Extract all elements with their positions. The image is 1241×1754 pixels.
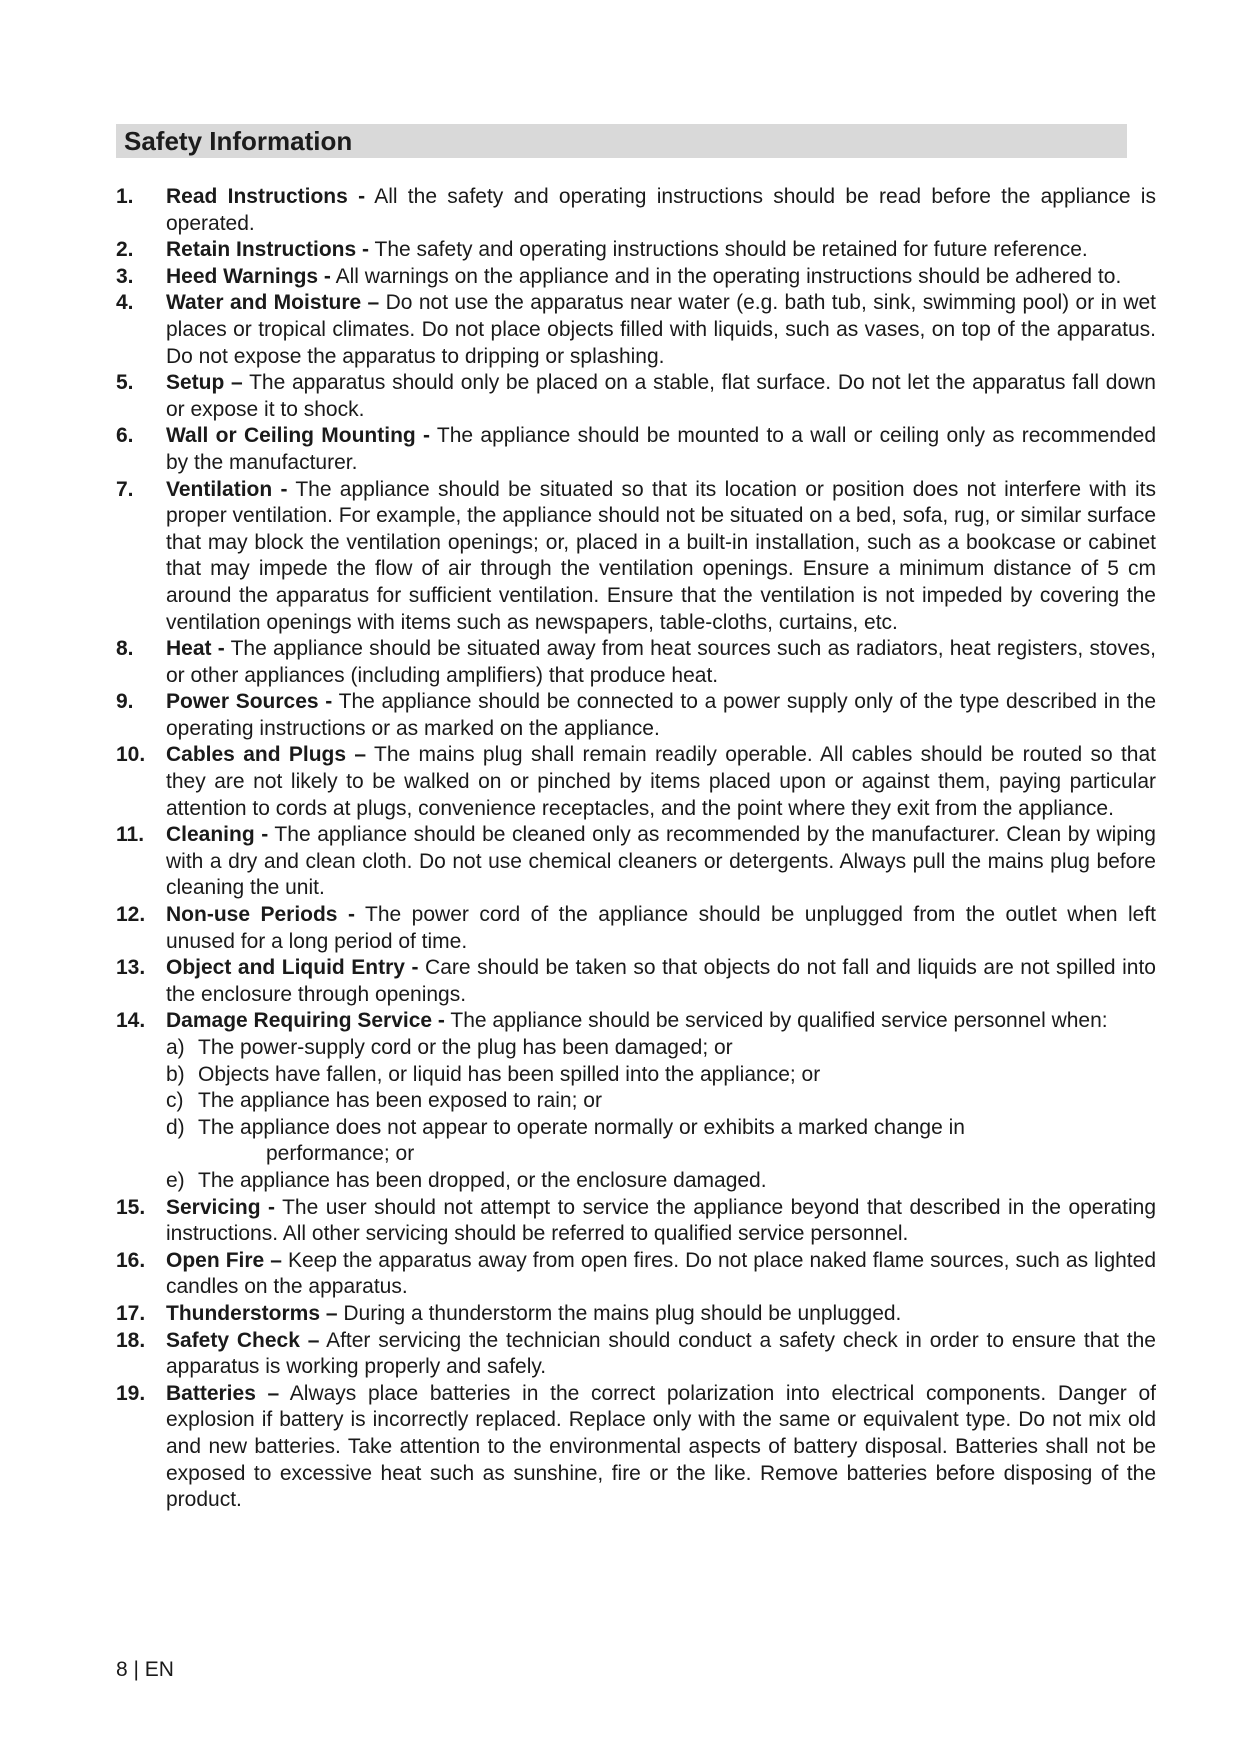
item-heading: Power Sources - (166, 690, 333, 714)
item-number: 10. (116, 743, 146, 767)
item-heading: Ventilation - (166, 477, 288, 501)
item-heading: Servicing - (166, 1195, 276, 1219)
sub-item-letter: e) (166, 1168, 185, 1192)
sub-item (166, 1088, 1156, 1115)
item-text: The appliance should be mounted to a wall or ceiling only as recommended by the manufacturer. (166, 424, 1156, 474)
sub-item (166, 1115, 1156, 1168)
sub-item-letter: d) (166, 1115, 185, 1139)
sub-item (166, 1062, 1156, 1089)
item-number: 16. (116, 1248, 146, 1272)
list-item (116, 742, 1156, 822)
sub-item-letter: a) (166, 1036, 185, 1059)
list-item (116, 1195, 1156, 1248)
item-heading: Read Instructions - (166, 185, 366, 208)
item-number: 2. (116, 238, 134, 262)
damage-conditions-list (166, 1035, 1156, 1195)
item-text: The mains plug shall remain readily operable. All cables should be routed so that they are not likely to be walked on or pinched by items placed upon or against them, paying particular attention to cords at plugs, convenience receptacles, and the point where they exit from the appliance. (166, 743, 1156, 820)
list-item (116, 290, 1156, 370)
item-number: 9. (116, 690, 134, 714)
item-text: Do not use the apparatus near water (e.g. bath tub, sink, swimming pool) or in wet places or tropical climates. Do not place objects filled with liquids, such as vases, on top of the apparatus. Do not expose the apparatus to dripping or splashing. (166, 291, 1157, 368)
item-number: 17. (116, 1301, 146, 1325)
item-text: Keep the apparatus away from open fires. Do not place naked flame sources, such as lighted candles on the apparatus. (166, 1248, 1156, 1299)
list-item (116, 1301, 1156, 1328)
item-heading: Cleaning - (166, 823, 269, 847)
item-text: After servicing the technician should conduct a safety check in order to ensure that the apparatus is working properly and safely. (166, 1328, 1156, 1379)
list-item (116, 689, 1156, 742)
item-number: 4. (116, 291, 134, 315)
safety-list (116, 184, 1157, 1514)
list-item (116, 902, 1156, 955)
item-number: 18. (116, 1328, 146, 1352)
item-text: Always place batteries in the correct polarization into electrical components. Danger of explosion if battery is incorrectly replaced. Replace only with the same or equivalent type. Do not mix old and new batteries. Take attention to the environmental aspects of battery disposal. Batteries shall not be exposed to excessive heat such as sunshine, fire or the like. Remove batteries before disposing of the product. (166, 1381, 1157, 1512)
item-heading: Cables and Plugs – (166, 743, 367, 767)
item-heading: Wall or Ceiling Mounting - (166, 424, 431, 448)
list-item (116, 1248, 1156, 1301)
item-text: The appliance should be connected to a power supply only of the type described in the operating instructions or as marked on the appliance. (166, 690, 1156, 740)
sub-item-text: The appliance has been exposed to rain; or (198, 1089, 602, 1113)
sub-item-continuation: performance; or (266, 1142, 415, 1166)
item-number: 15. (116, 1195, 146, 1219)
list-item (116, 184, 1156, 237)
item-heading: Safety Check – (166, 1328, 320, 1352)
list-item (116, 955, 1156, 1008)
item-number: 8. (116, 637, 134, 661)
item-number: 14. (116, 1009, 146, 1033)
list-item (116, 822, 1156, 902)
item-text: The power cord of the appliance should be unplugged from the outlet when left unused for a long period of time. (166, 903, 1156, 953)
sub-item-text: The power-supply cord or the plug has been damaged; or (198, 1036, 733, 1059)
item-text: All the safety and operating instructions should be read before the appliance is operated. (166, 185, 1156, 235)
item-heading: Non-use Periods - (166, 903, 355, 927)
item-heading: Batteries – (166, 1381, 280, 1405)
item-text: The appliance should be serviced by qualified service personnel when: (444, 1009, 1108, 1033)
list-item (116, 1381, 1156, 1514)
list-item (116, 1328, 1156, 1381)
sub-item-text: Objects have fallen, or liquid has been spilled into the appliance; or (198, 1062, 821, 1086)
item-number: 11. (116, 823, 145, 847)
item-number: 6. (116, 424, 134, 448)
item-text: The apparatus should only be placed on a stable, flat surface. Do not let the apparatus fall down or expose it to shock. (166, 371, 1156, 421)
item-number: 19. (116, 1381, 146, 1405)
sub-item-text: The appliance has been dropped, or the enclosure damaged. (198, 1168, 767, 1192)
item-number: 1. (116, 185, 134, 208)
sub-item-letter: c) (166, 1089, 184, 1113)
sub-item-letter: b) (166, 1062, 185, 1086)
item-heading: Water and Moisture – (166, 291, 380, 315)
item-heading: Object and Liquid Entry - (166, 956, 419, 980)
item-heading: Thunderstorms – (166, 1301, 338, 1325)
item-heading: Retain Instructions - (166, 238, 370, 262)
item-heading: Heat - (166, 637, 225, 661)
item-text: The appliance should be situated away from heat sources such as radiators, heat registers, stoves, or other appliances (including amplifiers) that produce heat. (166, 637, 1156, 687)
list-item (116, 477, 1156, 637)
list-item (116, 237, 1156, 264)
item-text: The appliance should be cleaned only as recommended by the manufacturer. Clean by wiping with a dry and clean cloth. Do not use chemical cleaners or detergents. Always pull the mains plug before cleaning the unit. (166, 823, 1156, 900)
item-number: 7. (116, 477, 134, 501)
item-number: 3. (116, 264, 134, 288)
item-number: 13. (116, 956, 146, 980)
list-item (116, 264, 1156, 291)
item-heading: Open Fire – (166, 1248, 282, 1272)
list-item (116, 636, 1156, 689)
item-text: All warnings on the appliance and in the operating instructions should be adhered to. (330, 264, 1122, 288)
page-number: 8 | EN (116, 1658, 174, 1681)
list-item (116, 1008, 1156, 1194)
sub-item (166, 1168, 1156, 1195)
page-title: Safety Information (116, 124, 1127, 158)
item-text: The appliance should be situated so that its location or position does not interfere with its proper ventilation. For example, the appliance should not be situated on a bed, sofa, rug, or similar surface that may block the ventilation openings; or, placed in a built-in installation, such as a bookcase or cabinet that may impede the flow of air through the ventilation openings. Ensure a minimum distance of 5 cm around the apparatus for sufficient ventilation. Ensure that the ventilation is not impeded by covering the ventilation openings with items such as newspapers, table-cloths, curtains, etc. (166, 477, 1156, 634)
item-number: 12. (116, 903, 146, 927)
item-heading: Setup – (166, 371, 243, 395)
list-item (116, 370, 1156, 423)
item-text: During a thunderstorm the mains plug should be unplugged. (337, 1301, 902, 1325)
item-text: The user should not attempt to service the appliance beyond that described in the operating instructions. All other servicing should be referred to qualified service personnel. (166, 1195, 1157, 1246)
item-heading: Damage Requiring Service - (166, 1009, 445, 1033)
list-item (116, 423, 1156, 476)
sub-item-text: The appliance does not appear to operate normally or exhibits a marked change in (198, 1115, 965, 1139)
item-number: 5. (116, 371, 134, 395)
sub-item (166, 1035, 1156, 1062)
item-heading: Heed Warnings - (166, 264, 331, 288)
item-text: Care should be taken so that objects do not fall and liquids are not spilled into the enclosure through openings. (166, 956, 1156, 1006)
item-text: The safety and operating instructions should be retained for future reference. (369, 238, 1088, 262)
